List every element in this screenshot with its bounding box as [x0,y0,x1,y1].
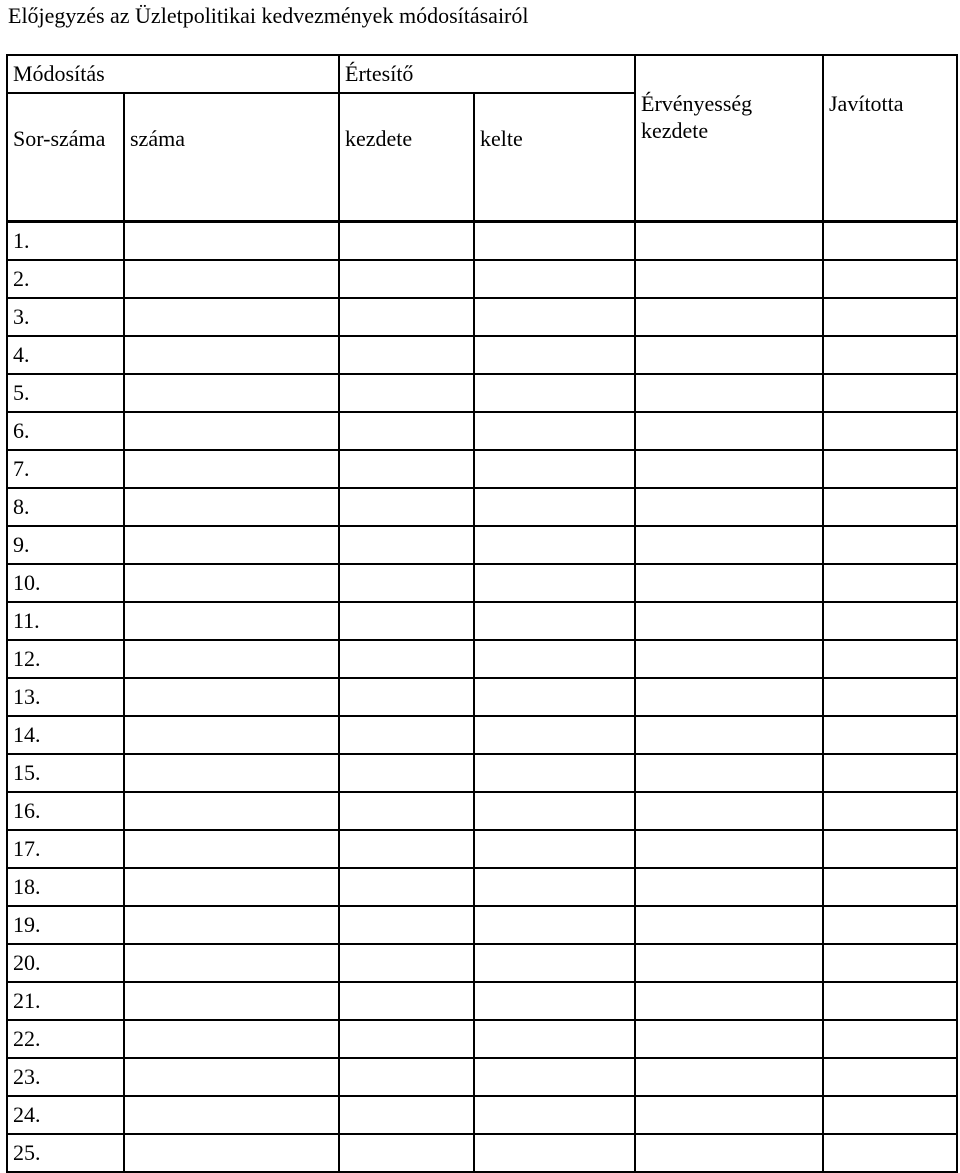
ertesito-kelte-cell[interactable] [474,906,635,944]
javitotta-cell[interactable] [823,716,957,754]
ervenyesseg-kezdete-cell[interactable] [635,982,823,1020]
szama-cell[interactable] [124,450,339,488]
ervenyesseg-kezdete-cell[interactable] [635,1096,823,1134]
javitotta-cell[interactable] [823,564,957,602]
ervenyesseg-kezdete-cell[interactable] [635,488,823,526]
ertesito-kezdete-cell[interactable] [339,602,474,640]
szama-cell[interactable] [124,1134,339,1172]
table-row [7,450,957,488]
row-number-cell: 24. [7,1096,124,1134]
javitotta-cell[interactable] [823,222,957,261]
table-row [7,602,957,640]
ertesito-kelte-cell[interactable] [474,944,635,982]
ertesito-kezdete-cell[interactable] [339,488,474,526]
ervenyesseg-kezdete-cell[interactable] [635,336,823,374]
header-row-top [7,55,957,93]
row-number-cell: 12. [7,640,124,678]
table-row [7,298,957,336]
row-number-cell: 17. [7,830,124,868]
row-number-cell: 1. [7,222,124,261]
javitotta-cell[interactable] [823,830,957,868]
ertesito-kezdete-cell[interactable] [339,906,474,944]
javitotta-cell[interactable] [823,1058,957,1096]
javitotta-cell[interactable] [823,602,957,640]
szama-cell[interactable] [124,1058,339,1096]
ertesito-kelte-cell[interactable] [474,678,635,716]
szama-cell[interactable] [124,336,339,374]
szama-cell[interactable] [124,754,339,792]
header-szama: száma [124,93,339,222]
row-number-cell: 19. [7,906,124,944]
ertesito-kelte-cell[interactable] [474,1096,635,1134]
ertesito-kezdete-cell[interactable] [339,1134,474,1172]
ertesito-kezdete-cell[interactable] [339,944,474,982]
row-number-cell: 9. [7,526,124,564]
javitotta-cell[interactable] [823,640,957,678]
szama-cell[interactable] [124,374,339,412]
ervenyesseg-kezdete-cell[interactable] [635,260,823,298]
ertesito-kelte-cell[interactable] [474,830,635,868]
ertesito-kezdete-cell[interactable] [339,526,474,564]
ervenyesseg-kezdete-cell[interactable] [635,526,823,564]
table-row [7,944,957,982]
javitotta-cell[interactable] [823,374,957,412]
row-number-cell: 18. [7,868,124,906]
szama-cell[interactable] [124,792,339,830]
row-number-cell: 21. [7,982,124,1020]
ervenyesseg-kezdete-cell[interactable] [635,716,823,754]
ertesito-kelte-cell[interactable] [474,792,635,830]
szama-cell[interactable] [124,526,339,564]
row-number-cell: 11. [7,602,124,640]
row-number-cell: 15. [7,754,124,792]
amendment-register-table [6,54,958,1173]
ertesito-kelte-cell[interactable] [474,982,635,1020]
javitotta-cell[interactable] [823,526,957,564]
ertesito-kelte-cell[interactable] [474,1134,635,1172]
szama-cell[interactable] [124,640,339,678]
ertesito-kelte-cell[interactable] [474,640,635,678]
header-sorszama: Sor-száma [7,93,124,222]
ertesito-kezdete-cell[interactable] [339,450,474,488]
szama-cell[interactable] [124,260,339,298]
szama-cell[interactable] [124,944,339,982]
table-row [7,260,957,298]
ervenyesseg-kezdete-cell[interactable] [635,906,823,944]
szama-cell[interactable] [124,830,339,868]
javitotta-cell[interactable] [823,1134,957,1172]
table-row [7,678,957,716]
szama-cell[interactable] [124,678,339,716]
row-number-cell: 10. [7,564,124,602]
ertesito-kezdete-cell[interactable] [339,830,474,868]
header-modositas: Módosítás [7,55,339,93]
ertesito-kelte-cell[interactable] [474,716,635,754]
szama-cell[interactable] [124,1096,339,1134]
ervenyesseg-kezdete-cell[interactable] [635,412,823,450]
table-row [7,488,957,526]
ertesito-kezdete-cell[interactable] [339,412,474,450]
ervenyesseg-kezdete-cell[interactable] [635,222,823,261]
javitotta-cell[interactable] [823,488,957,526]
row-number-cell: 23. [7,1058,124,1096]
javitotta-cell[interactable] [823,678,957,716]
table-row [7,1096,957,1134]
javitotta-cell[interactable] [823,412,957,450]
row-number-cell: 8. [7,488,124,526]
ertesito-kezdete-cell[interactable] [339,298,474,336]
ertesito-kezdete-cell[interactable] [339,868,474,906]
header-ertesito: Értesítő [339,55,635,93]
ertesito-kezdete-cell[interactable] [339,564,474,602]
ertesito-kelte-cell[interactable] [474,374,635,412]
ertesito-kezdete-cell[interactable] [339,1096,474,1134]
row-number-cell: 13. [7,678,124,716]
ervenyesseg-kezdete-cell[interactable] [635,1020,823,1058]
header-kelte: kelte [474,93,635,222]
ertesito-kelte-cell[interactable] [474,1020,635,1058]
ervenyesseg-kezdete-cell[interactable] [635,374,823,412]
szama-cell[interactable] [124,906,339,944]
header-ervenyesseg-kezdete: Érvényesség kezdete [635,55,823,222]
table-row [7,374,957,412]
ertesito-kezdete-cell[interactable] [339,336,474,374]
szama-cell[interactable] [124,222,339,261]
javitotta-cell[interactable] [823,982,957,1020]
ertesito-kelte-cell[interactable] [474,450,635,488]
table-row [7,716,957,754]
ervenyesseg-kezdete-cell[interactable] [635,1134,823,1172]
table-row [7,1020,957,1058]
header-javitotta: Javította [823,55,957,222]
ertesito-kelte-cell[interactable] [474,526,635,564]
ertesito-kelte-cell[interactable] [474,754,635,792]
row-number-cell: 25. [7,1134,124,1172]
ertesito-kelte-cell[interactable] [474,602,635,640]
ervenyesseg-kezdete-cell[interactable] [635,868,823,906]
row-number-cell: 22. [7,1020,124,1058]
javitotta-cell[interactable] [823,906,957,944]
szama-cell[interactable] [124,602,339,640]
szama-cell[interactable] [124,982,339,1020]
ertesito-kezdete-cell[interactable] [339,716,474,754]
ertesito-kezdete-cell[interactable] [339,640,474,678]
ervenyesseg-kezdete-cell[interactable] [635,298,823,336]
row-number-cell: 7. [7,450,124,488]
table-row [7,564,957,602]
ervenyesseg-kezdete-cell[interactable] [635,1058,823,1096]
javitotta-cell[interactable] [823,792,957,830]
table-row [7,830,957,868]
table-row [7,982,957,1020]
row-number-cell: 4. [7,336,124,374]
table-row [7,640,957,678]
ertesito-kezdete-cell[interactable] [339,374,474,412]
table-row [7,906,957,944]
ertesito-kelte-cell[interactable] [474,222,635,261]
szama-cell[interactable] [124,298,339,336]
ervenyesseg-kezdete-cell[interactable] [635,640,823,678]
javitotta-cell[interactable] [823,298,957,336]
ertesito-kezdete-cell[interactable] [339,792,474,830]
ertesito-kelte-cell[interactable] [474,298,635,336]
header-kezdete: kezdete [339,93,474,222]
szama-cell[interactable] [124,488,339,526]
table-row [7,412,957,450]
javitotta-cell[interactable] [823,450,957,488]
table-row [7,754,957,792]
ertesito-kezdete-cell[interactable] [339,678,474,716]
ervenyesseg-kezdete-cell[interactable] [635,830,823,868]
javitotta-cell[interactable] [823,1096,957,1134]
szama-cell[interactable] [124,564,339,602]
ertesito-kelte-cell[interactable] [474,412,635,450]
javitotta-cell[interactable] [823,336,957,374]
table-row [7,1058,957,1096]
document-title: Előjegyzés az Üzletpolitikai kedvezmények módosításairól [8,3,529,28]
ertesito-kelte-cell[interactable] [474,1058,635,1096]
szama-cell[interactable] [124,1020,339,1058]
ertesito-kezdete-cell[interactable] [339,754,474,792]
javitotta-cell[interactable] [823,868,957,906]
ertesito-kezdete-cell[interactable] [339,1058,474,1096]
szama-cell[interactable] [124,716,339,754]
ertesito-kelte-cell[interactable] [474,564,635,602]
table-row [7,868,957,906]
row-number-cell: 3. [7,298,124,336]
ertesito-kezdete-cell[interactable] [339,1020,474,1058]
javitotta-cell[interactable] [823,944,957,982]
table-row [7,792,957,830]
javitotta-cell[interactable] [823,260,957,298]
ertesito-kelte-cell[interactable] [474,868,635,906]
row-number-cell: 20. [7,944,124,982]
row-number-cell: 5. [7,374,124,412]
ervenyesseg-kezdete-cell[interactable] [635,678,823,716]
javitotta-cell[interactable] [823,754,957,792]
javitotta-cell[interactable] [823,1020,957,1058]
ervenyesseg-kezdete-cell[interactable] [635,602,823,640]
row-number-cell: 16. [7,792,124,830]
row-number-cell: 2. [7,260,124,298]
row-number-cell: 14. [7,716,124,754]
ertesito-kezdete-cell[interactable] [339,222,474,261]
ertesito-kezdete-cell[interactable] [339,982,474,1020]
table-row [7,1134,957,1172]
szama-cell[interactable] [124,868,339,906]
table-row [7,336,957,374]
ervenyesseg-kezdete-cell[interactable] [635,754,823,792]
row-number-cell: 6. [7,412,124,450]
ervenyesseg-kezdete-cell[interactable] [635,564,823,602]
ertesito-kelte-cell[interactable] [474,260,635,298]
table-row [7,222,957,261]
ervenyesseg-kezdete-cell[interactable] [635,450,823,488]
szama-cell[interactable] [124,412,339,450]
ervenyesseg-kezdete-cell[interactable] [635,944,823,982]
ertesito-kelte-cell[interactable] [474,488,635,526]
ervenyesseg-kezdete-cell[interactable] [635,792,823,830]
ertesito-kelte-cell[interactable] [474,336,635,374]
ertesito-kezdete-cell[interactable] [339,260,474,298]
table-row [7,526,957,564]
